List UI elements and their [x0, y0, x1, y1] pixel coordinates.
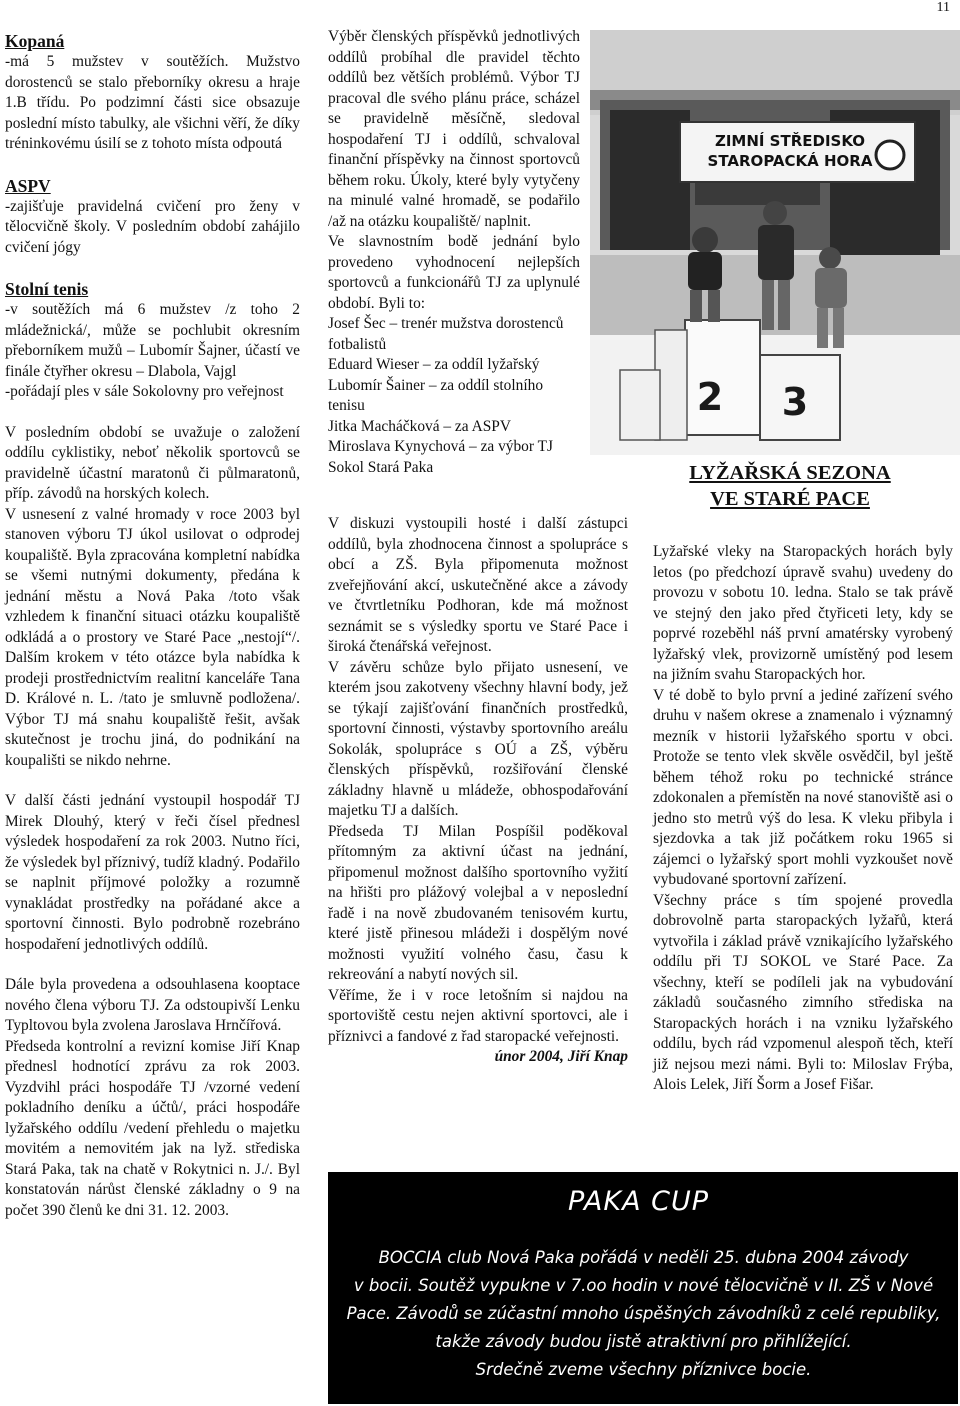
paragraph-revizni-komise: Předseda kontrolní a revizní komise Jiří Knap přednesl hodnotící zprávu za rok 2003. Vyzdvihl práci hospodáře TJ /vzorné vedení pokladního deníku a účtů/, práci hospodáře lyžařského oddílu /vedení přehledu o majetku movitém a nemovitém jak na lyž. střediska Stará Paka, tak na chatě v Rokytnici n. J./. Byl konstatován nárůst členské základny o 9 na počet 390 členů ke dni 31. 12. 2003. — [5, 1037, 300, 1219]
paragraph-hospodar: V další části jednání vystoupil hospodář TJ Mirek Dlouhý, který v řeči čísel přednesl výsledek hospodaření za rok 2003. Nutno říci, že výsledek byl příznivý, tudíž kladný. Podařilo se naplnit příjmové položky a rozumně vynakládat prostředky na pořádané akce a sportovní činnosti. Bylo podrobně rozebráno hospodaření jednotlivých oddílů. — [5, 792, 300, 953]
column-right — [653, 542, 953, 1096]
paka-cup-line: Srdečně zveme všechny příznivce bocie. — [475, 1360, 812, 1379]
paka-cup-title: PAKA CUP — [568, 1186, 710, 1217]
logo-icon — [876, 141, 904, 169]
paragraph-ples: -pořádají ples v sále Sokolovny pro veřejnost — [5, 383, 284, 400]
paragraph-aspv: -zajišťuje pravidelná cvičení pro ženy v tělocvičně školy. V posledním období zahájilo cvičení jógy — [5, 197, 300, 256]
winner-item: Miroslava Kynychová – za výbor TJ Sokol Stará Paka — [328, 438, 553, 476]
title-line: LYŽAŘSKÁ SEZONA — [689, 462, 891, 484]
article-title-lyzarska-sezona — [640, 460, 940, 512]
signature: únor 2004, Jiří Knap — [494, 1048, 628, 1065]
paka-cup-line: takže závody budou jistě atraktivní pro přihlížející. — [435, 1332, 852, 1351]
paragraph-diskuze: V diskuzi vystoupili hosté i další zástupci oddílů, byla zhodnocena činnost a spolupráce s obcí a ZŠ. Byla připomenuta možnost zveřejňování akcí, uskutečněné akce a závody ve čtvrtletníku Podhoran, kde má možnost seznámit se s výsledky sportu ve Staré Pace i široká čtenářská veřejnost. — [328, 515, 628, 655]
paka-cup-box — [328, 1172, 958, 1404]
winner-item: Eduard Wieser – za oddíl lyžařský — [328, 356, 540, 373]
paragraph-verime: Věříme, že i v roce letošním si najdou na sportoviště cestu nejen aktivní sportovci, ale i příznivci a fandové z řad staropacké veřejnosti. — [328, 986, 628, 1045]
podium-number-3: 3 — [781, 380, 809, 424]
winner-item: Jitka Macháčková – za ASPV — [328, 417, 511, 435]
paragraph-koupaliste: V usnesení z valné hromady v roce 2003 byl stanoven výboru TJ úkol usilovat o odprodej koupaliště. Byla zpracována kompletní nabídka se všemi nutnými dokumenty, předána k jednání městu a Nová Paka /toto však vzhledem k finanční situaci otázku koupaliště odkládá a o prostory ve Staré Pace „nestojí“/. Dalším krokem v této otázce byla nabídka k prodeji prostřednictvím realitní kanceláře Tana D. Králové n. L. /tato je smluvně podložena/. Výbor TJ má snahu koupaliště řešit, avšak skutečnost je trochu jiná, do podnikání na koupališti se nikdo nehrne. — [5, 505, 300, 769]
podium-number-2: 2 — [696, 375, 724, 419]
paragraph-kopana: -má 5 mužstev v soutěžích. Mužstvo dorostenců se stalo přeborníky okresu a hraje 1.B třídu. Po podzimní části sice obsazuje poslední místo tabulky, ale všichni věří, že díky tréninkovému úsilí se z tohoto místa odpoutá — [5, 53, 300, 152]
paragraph-kooptace: Dále byla provedena a odsouhlasena kooptace nového člena výboru TJ. Za odstoupivší Lenku Typltovou byla zvolena Jaroslava Hrnčířová. — [5, 976, 300, 1034]
paragraph-cyklistika: V posledním období se uvažuje o založení oddílu cyklistiky, neboť několik sportovců se pravidelně účastní maratonů či půlmaratonů, příp. závodů na horských kolech. — [5, 423, 300, 502]
sign-line2: STAROPACKÁ HORA — [707, 152, 873, 170]
column-middle-bottom — [328, 514, 628, 1068]
paka-cup-text — [346, 1244, 941, 1384]
page-number: 11 — [936, 0, 950, 15]
section-heading-aspv: ASPV — [5, 175, 51, 196]
section-heading-kopana: Kopaná — [5, 31, 65, 51]
section-heading-stolni-tenis: Stolní tenis — [5, 279, 89, 299]
paragraph-vyhodnoceni: Ve slavnostním bodě jednání bylo provedeno vyhodnocení nejlepších sportovců a funkcionářů TJ za uplynulé období. Byli to: — [328, 233, 580, 312]
sign-line1: ZIMNÍ STŘEDISKO — [714, 132, 866, 150]
paragraph-prace: Všechny práce s tím spojené provedla dobrovolně parta staropackých lyžařů, která vytvořila i základ právě vznikajícího lyžařského oddílu při TJ SOKOL ve Staré Pace. Za všechny, kteří se podíleli jak na vybudování základů současného zimního střediska na Staropackých horách i na vzniku lyžařského oddílu, bych rád vzpomenul alespoň těch, kteří již nejsou mezi námi. Byli to: Miloslav Frýba, Alois Lelek, Jiří Šorm a Josef Fišar. — [653, 891, 953, 1093]
paragraph-zarizeni: V té době to bylo první a jediné zařízení svého druhu v našem okrese a znamenalo i významný mezník v historii lyžařského sportu v obci. Protože se tento vlek skvěle osvědčil, byl ještě během téhož roku po technické stránce zdokonalen a přemístěn na nové stanoviště asi o jedno sto metrů výš do lesa. K vleku přibyla i sjezdovka a tak již počátkem roku 1965 si zájemci o lyžařský sport mohli vyzkoušet nově vybudované sportovní zařízení. — [653, 686, 953, 888]
winner-item: Josef Šec – trenér mužstva dorostenců fotbalistů — [328, 315, 564, 353]
paka-cup-line: BOCCIA club Nová Paka pořádá v neděli 25. dubna 2004 závody — [378, 1248, 909, 1267]
podium-photo — [590, 30, 960, 455]
paragraph-vyber-prispevku: Výběr členských příspěvků jednotlivých oddílů probíhal dle pravidel těchto oddílů bez větších problémů. Výbor TJ pracoval dle svého plánu práce, scházel se pravidelně měsíčně, sledoval hospodaření TJ i oddílů, schvaloval finanční příspěvky na činnost sportovců během roku. Úkoly, které byly vytyčeny na minulé valné hromadě, se podařilo /až na otázku koupaliště/ naplnit. — [328, 28, 580, 230]
paragraph-predseda: Předseda TJ Milan Pospíšil poděkoval přítomným za aktivní účast na jednání, připomenul možnost dalšího sportovního vyžití na hřišti pro plážový volejbal a v neposlední řadě i na nově zbudovaném tenisovém kurtu, které jistě přinesou mládeži i dospělým nové možnosti využití volného času, času k rekreování a nabytí nových sil. — [328, 822, 628, 983]
column-middle-top — [328, 27, 580, 478]
paka-cup-line: v bocii. Soutěž vypukne v 7.oo hodin v nové tělocvičně v II. ZŠ v Nové — [353, 1276, 934, 1295]
column-left — [5, 30, 300, 1221]
paragraph-usneseni: V závěru schůze bylo přijato usnesení, ve kterém jsou zakotveny všechny hlavní body, jež se týkají zajišťování finančních prostředků, sportovní činnosti, výstavby sportovního areálu Sokolák, spolupráce s OÚ a ZŠ, výběru členských příspěvků, rozšiřování členské základny hlavně u mládeže, obhospodařování majetku TJ a dalších. — [328, 658, 628, 819]
title-line: VE STARÉ PACE — [710, 488, 870, 510]
paragraph-vleky: Lyžařské vleky na Staropackých horách byly letos (po předchozí úpravě svahu) uvedeny do provozu v sobotu 10. ledna. Stalo se tak právě ve stejný den jako před čtyřiceti lety, kdy se poprvé rozeběhl náš první amatérsky vyrobený lyžařský vlek, provizorně umístěný pod lesem na jižním svahu Staropackých hor. — [653, 543, 953, 683]
winner-item: Lubomír Šainer – za oddíl stolního tenisu — [328, 376, 544, 414]
paka-cup-line: Pace. Závodů se zúčastní mnoho úspěšných závodníků z celé republiky, — [346, 1304, 941, 1323]
paragraph-stolni-tenis: -v soutěžích má 6 mužstev /z toho 2 mládežnická/, může se pochlubit okresním přeborníkem mužů – Lubomír Šajner, účastí ve finále čtyřher okresu – Dlabola, Vajgl — [5, 301, 300, 380]
